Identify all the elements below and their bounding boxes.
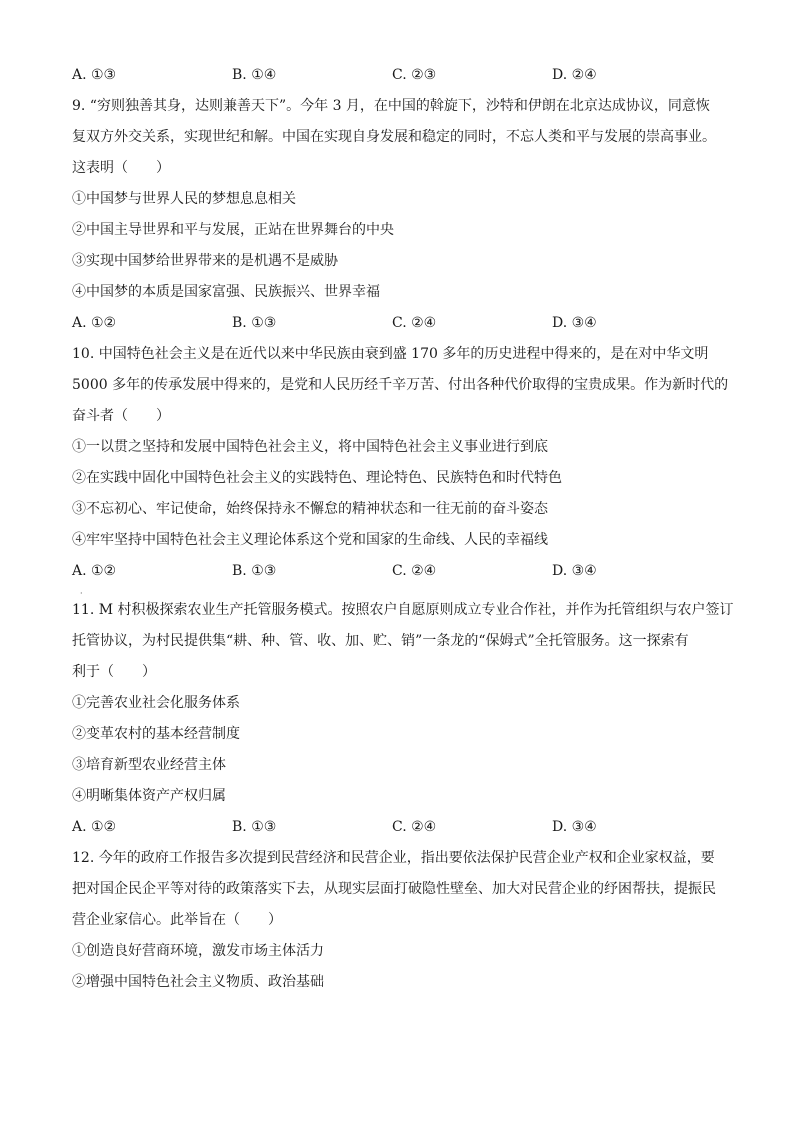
q10-option-d[interactable]: D. ③④ [552, 563, 597, 579]
q9-option-d[interactable]: D. ③④ [552, 315, 597, 331]
q9-item-3: ③实现中国梦给世界带来的是机遇不是威胁 [72, 253, 338, 269]
q9-item-4: ④中国梦的本质是国家富强、民族振兴、世界幸福 [72, 284, 380, 300]
q11-item-3: ③培育新型农业经营主体 [72, 757, 226, 773]
q11-item-2: ②变革农村的基本经营制度 [72, 726, 240, 742]
q8-option-c[interactable]: C. ②③ [392, 67, 437, 83]
q10-item-2: ②在实践中固化中国特色社会主义的实践特色、理论特色、民族特色和时代特色 [72, 470, 562, 486]
q12-stem-line-1: 12. 今年的政府工作报告多次提到民营经济和民营企业，指出要依法保护民营企业产权和企业家权益，要 [72, 850, 715, 866]
q9-option-b[interactable]: B. ①③ [232, 315, 277, 331]
exam-page [72, 60, 734, 998]
q10-option-c[interactable]: C. ②④ [392, 563, 437, 579]
q11-stem-line-1: 11. M 村积极探索农业生产托管服务模式。按照农户自愿原则成立专业合作社，并作为托管组织与农户签订 [72, 602, 734, 618]
q10-item-1: ①一以贯之坚持和发展中国特色社会主义，将中国特色社会主义事业进行到底 [72, 439, 548, 455]
q11-stem-line-2: 托管协议，为村民提供集“耕、种、管、收、加、贮、销”一条龙的“保姆式”全托管服务。这一探索有 [72, 633, 689, 649]
q9-options [72, 308, 728, 339]
q9-option-a[interactable]: A. ①② [72, 315, 117, 331]
q11-item-4: ④明晰集体资产产权归属 [72, 788, 226, 804]
q10-stem-line-3: 奋斗者（ ） [72, 408, 170, 424]
q10-option-a[interactable]: A. ①② [72, 563, 117, 579]
q11-option-a[interactable]: A. ①② [72, 819, 117, 835]
q11-option-d[interactable]: D. ③④ [552, 819, 597, 835]
q8-options [72, 60, 728, 91]
question-11 [72, 595, 734, 843]
spacer [72, 587, 728, 595]
q11-option-c[interactable]: C. ②④ [392, 819, 437, 835]
q9-item-1: ①中国梦与世界人民的梦想息息相关 [72, 191, 296, 207]
q8-option-a[interactable]: A. ①③ [72, 67, 117, 83]
q9-item-2: ②中国主导世界和平与发展，正站在世界舞台的中央 [72, 222, 394, 238]
q9-stem-line-3: 这表明（ ） [72, 160, 170, 176]
q11-options [72, 812, 728, 843]
q12-stem-line-2: 把对国企民企平等对待的政策落实下去，从现实层面打破隐性壁垒、加大对民营企业的纾困帮扶，提振民 [72, 881, 716, 897]
q12-stem-line-3: 营企业家信心。此举旨在（ ） [72, 912, 282, 928]
q12-item-1: ①创造良好营商环境，激发市场主体活力 [72, 943, 324, 959]
q11-item-1: ①完善农业社会化服务体系 [72, 695, 240, 711]
q11-option-b[interactable]: B. ①③ [232, 819, 277, 835]
q9-stem-line-1: 9. “穷则独善其身，达则兼善天下”。今年 3 月，在中国的斡旋下，沙特和伊朗在北京达成协议，同意恢 [72, 98, 710, 114]
q8-option-d[interactable]: D. ②④ [552, 67, 597, 83]
stray-mark: · [80, 589, 83, 598]
q12-item-2: ②增强中国特色社会主义物质、政治基础 [72, 974, 324, 990]
q10-options [72, 556, 728, 587]
q10-stem-line-2: 5000 多年的传承发展中得来的，是党和人民历经千辛万苦、付出各种代价取得的宝贵成果。作为新时代的 [72, 377, 729, 393]
q10-item-3: ③不忘初心、牢记使命，始终保持永不懈怠的精神状态和一往无前的奋斗姿态 [72, 501, 548, 517]
question-10 [72, 339, 728, 587]
q11-stem-line-3: 利于（ ） [72, 664, 156, 680]
q9-option-c[interactable]: C. ②④ [392, 315, 437, 331]
q8-option-b[interactable]: B. ①④ [232, 67, 277, 83]
q9-stem-line-2: 复双方外交关系，实现世纪和解。中国在实现自身发展和稳定的同时，不忘人类和平与发展的崇高事业。 [72, 129, 716, 145]
q10-item-4: ④牢牢坚持中国特色社会主义理论体系这个党和国家的生命线、人民的幸福线 [72, 532, 548, 548]
q10-option-b[interactable]: B. ①③ [232, 563, 277, 579]
q10-stem-line-1: 10. 中国特色社会主义是在近代以来中华民族由衰到盛 170 多年的历史进程中得来的，是在对中华文明 [72, 346, 709, 362]
question-12 [72, 843, 728, 998]
question-9 [72, 91, 728, 339]
